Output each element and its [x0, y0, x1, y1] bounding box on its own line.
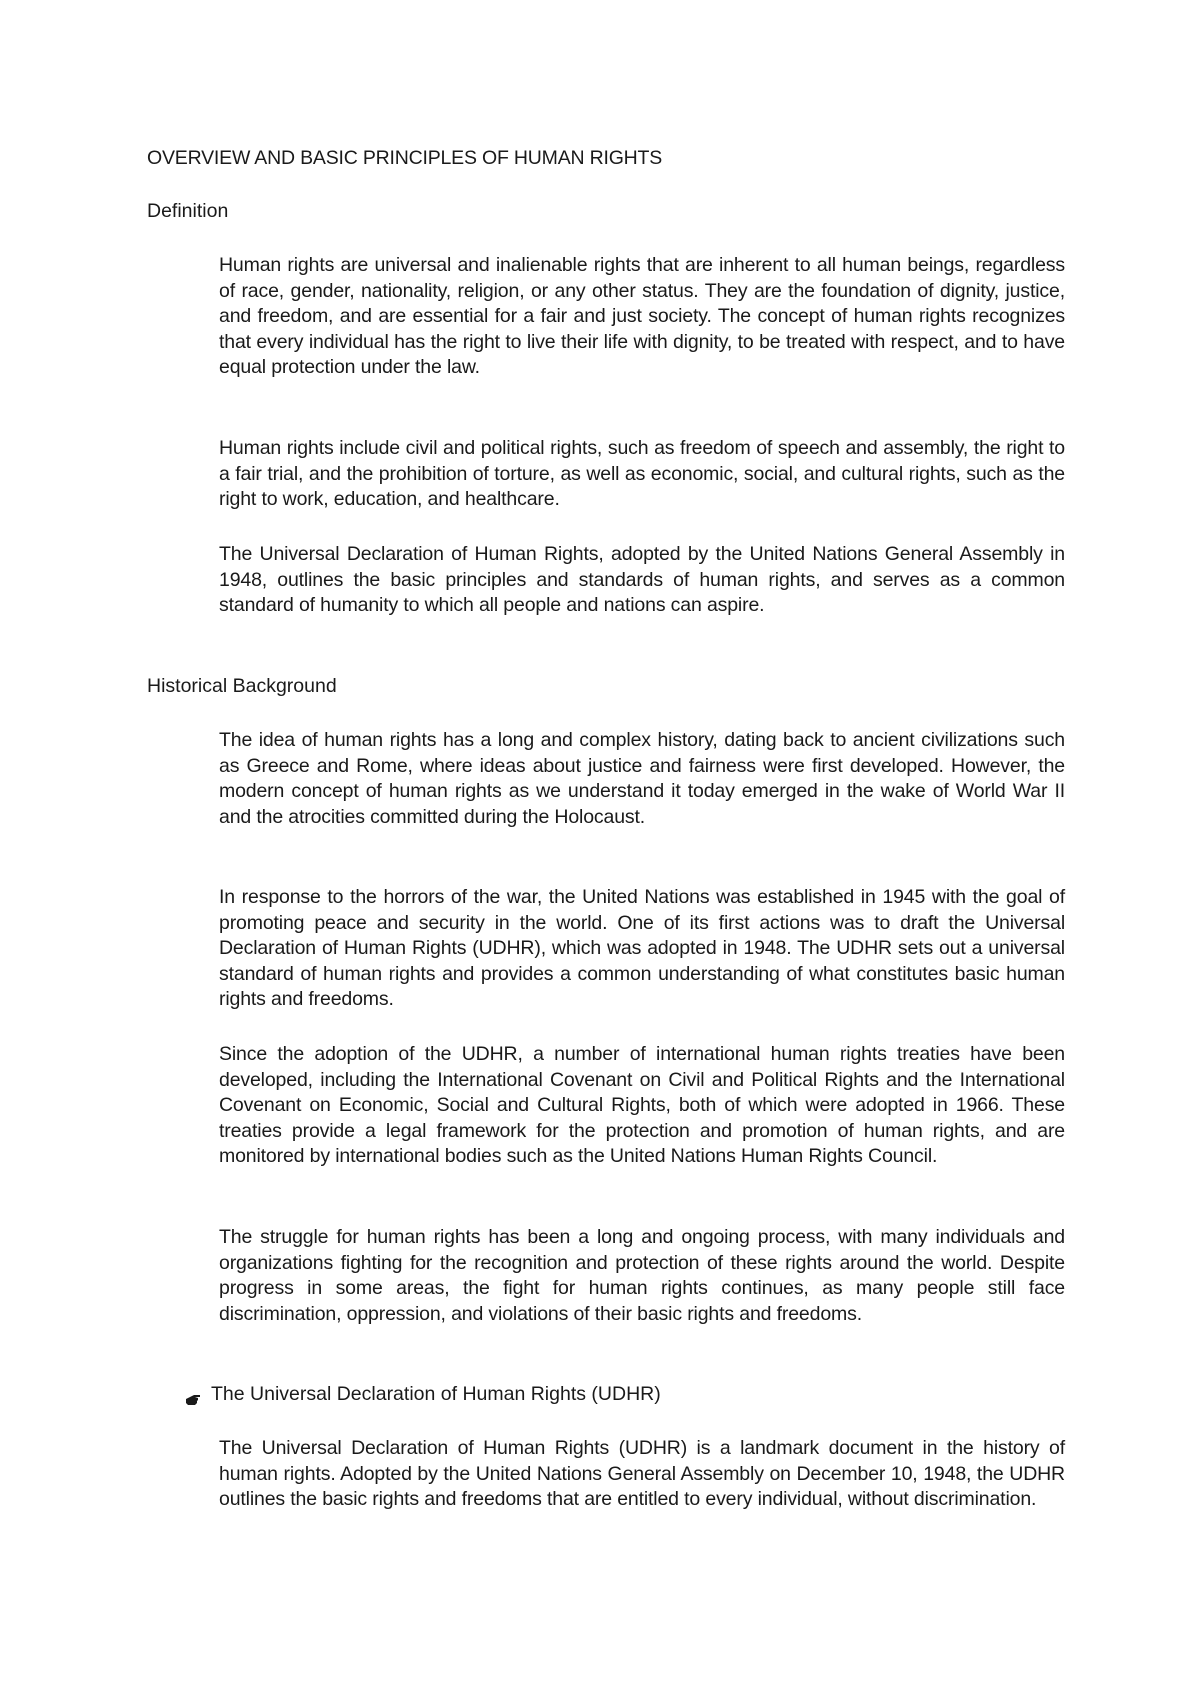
subheading-udhr — [185, 1381, 661, 1407]
paragraph-definition-2: Human rights include civil and political rights, such as freedom of speech and assembly, the right to a fair trial, and the prohibition of torture, as well as economic, social, and cultural rights, such as the right to work, education, and healthcare. — [219, 437, 1065, 511]
subheading-udhr-label: The Universal Declaration of Human Rights (UDHR) — [211, 1383, 661, 1405]
pointing-hand-icon — [185, 1388, 203, 1402]
paragraph-history-2: In response to the horrors of the war, the United Nations was established in 1945 with the goal of promoting peace and security in the world. One of its first actions was to draft the Universal Declaration of Human Rights (UDHR), which was adopted in 1948. The UDHR sets out a universal standard of human rights and provides a common understanding of what constitutes basic human rights and freedoms. — [219, 886, 1065, 1011]
document-title: OVERVIEW AND BASIC PRINCIPLES OF HUMAN RIGHTS — [147, 147, 663, 169]
paragraph-udhr-1: The Universal Declaration of Human Rights (UDHR) is a landmark document in the history of human rights. Adopted by the United Nations General Assembly on December 10, 1948, the UDHR outlines the basic rights and freedoms that are entitled to every individual, without discrimination. — [219, 1437, 1065, 1511]
paragraph-history-1: The idea of human rights has a long and complex history, dating back to ancient civilizations such as Greece and Rome, where ideas about justice and fairness were first developed. However, the modern concept of human rights as we understand it today emerged in the wake of World War II and the atrocities committed during the Holocaust. — [219, 729, 1065, 828]
section-heading-definition: Definition — [147, 200, 229, 222]
paragraph-definition-3: The Universal Declaration of Human Rights, adopted by the United Nations General Assembly in 1948, outlines the basic principles and standards of human rights, and serves as a common standard of humanity to which all people and nations can aspire. — [219, 543, 1065, 617]
paragraph-history-3: Since the adoption of the UDHR, a number of international human rights treaties have been developed, including the International Covenant on Civil and Political Rights and the International Covenant on Economic, Social and Cultural Rights, both of which were adopted in 1966. These treaties provide a legal framework for the protection and promotion of human rights, and are monitored by international bodies such as the United Nations Human Rights Council. — [219, 1043, 1065, 1168]
section-heading-historical-background: Historical Background — [147, 675, 337, 697]
paragraph-definition-1: Human rights are universal and inalienable rights that are inherent to all human beings, regardless of race, gender, nationality, religion, or any other status. They are the foundation of dignity, justice, and freedom, and are essential for a fair and just society. The concept of human rights recognizes that every individual has the right to live their life with dignity, to be treated with respect, and to have equal protection under the law. — [219, 254, 1065, 379]
paragraph-history-4: The struggle for human rights has been a long and ongoing process, with many individuals and organizations fighting for the recognition and protection of these rights around the world. Despite progress in some areas, the fight for human rights continues, as many people still face discrimination, oppression, and violations of their basic rights and freedoms. — [219, 1226, 1065, 1325]
